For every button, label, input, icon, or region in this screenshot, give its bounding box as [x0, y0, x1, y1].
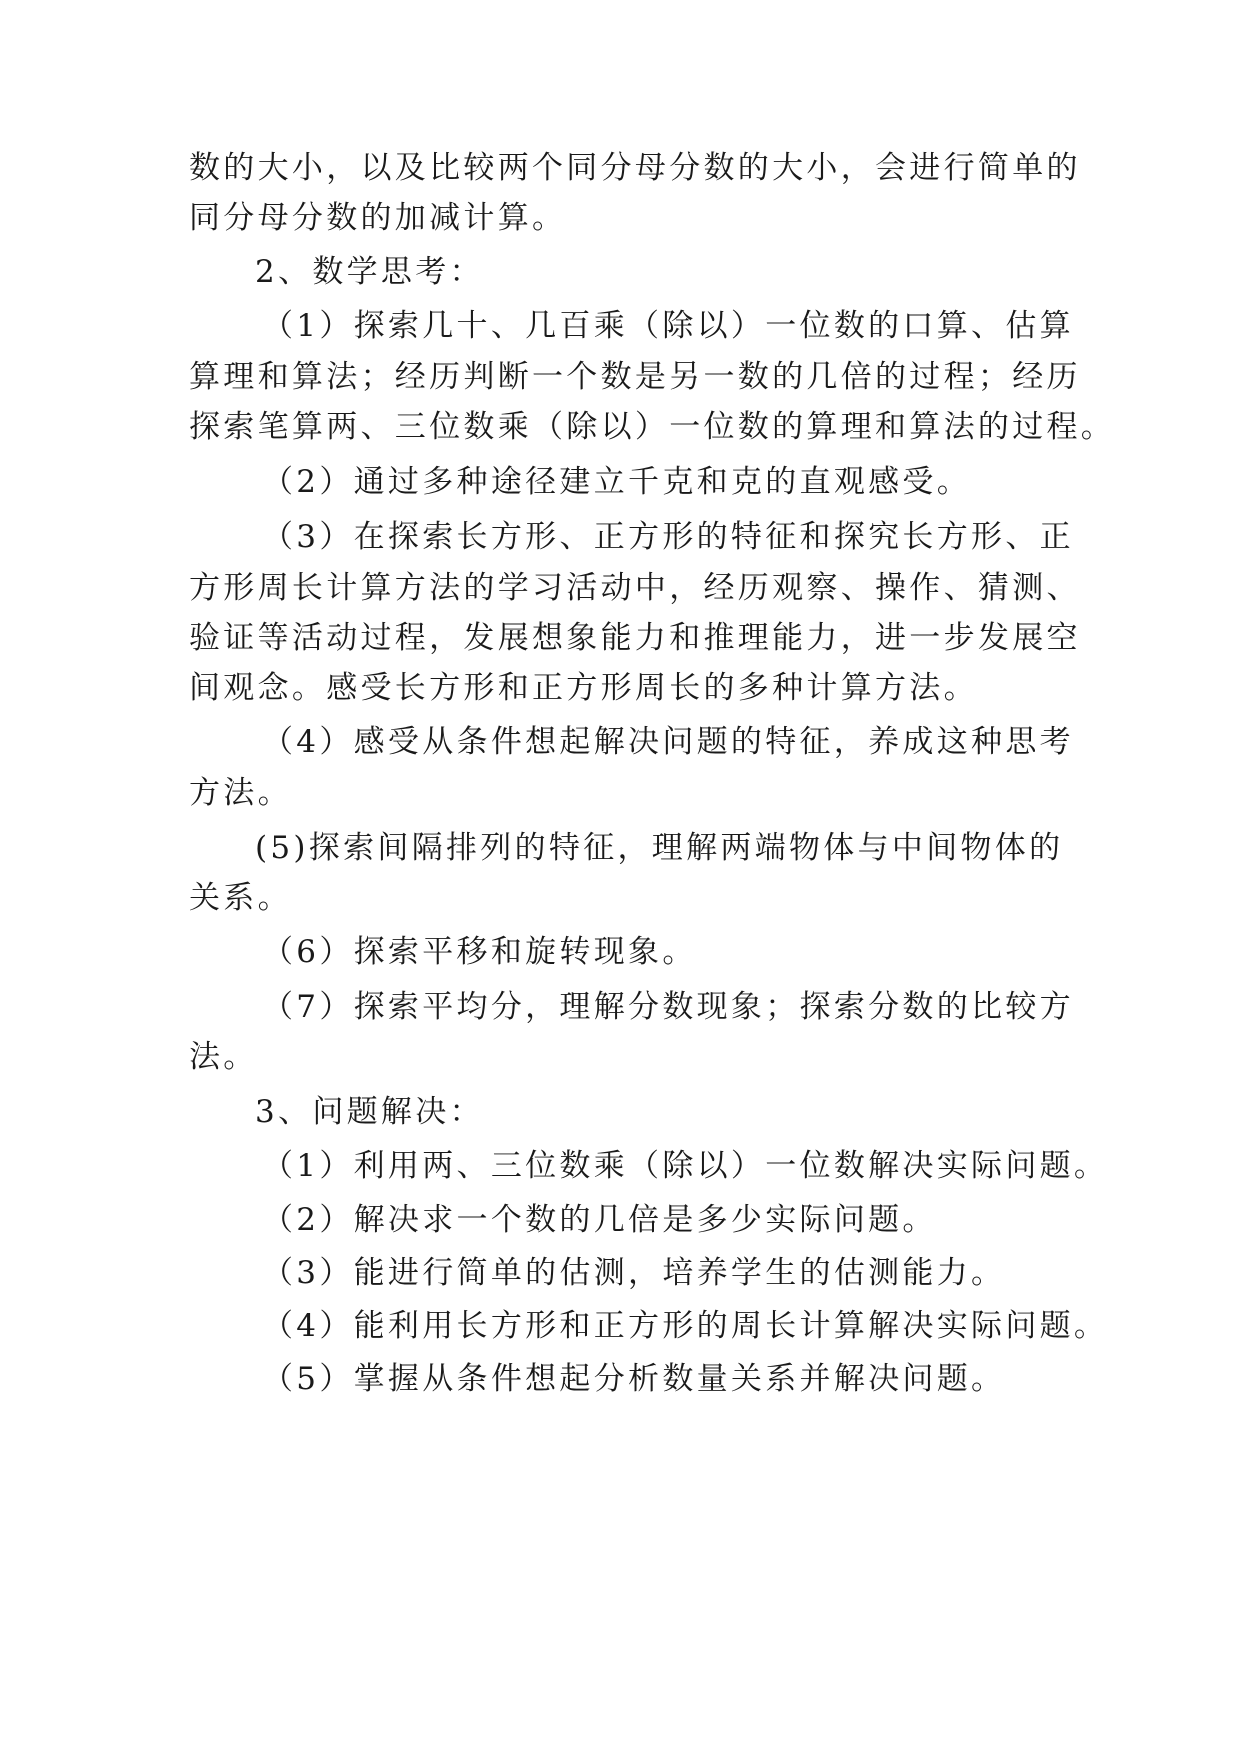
list-item: （3）能进行简单的估测，培养学生的估测能力。: [262, 1255, 1006, 1291]
text-line: 探索笔算两、三位数乘（除以）一位数的算理和算法的过程。: [189, 409, 1116, 445]
list-item: (5)探索间隔排列的特征，理解两端物体与中间物体的: [255, 830, 1064, 866]
list-item: （6）探索平移和旋转现象。: [262, 934, 697, 970]
section-heading: 3、问题解决：: [255, 1094, 484, 1130]
text-line: 算理和算法；经历判断一个数是另一数的几倍的过程；经历: [189, 359, 1081, 395]
list-item: （1）利用两、三位数乘（除以）一位数解决实际问题。: [262, 1148, 1109, 1184]
list-item: （4）能利用长方形和正方形的周长计算解决实际问题。: [262, 1308, 1109, 1344]
text-line: 间观念。感受长方形和正方形周长的多种计算方法。: [189, 670, 978, 706]
list-item: （2）解决求一个数的几倍是多少实际问题。: [262, 1202, 937, 1238]
text-line: 验证等活动过程，发展想象能力和推理能力，进一步发展空: [189, 620, 1081, 656]
list-item: （2）通过多种途径建立千克和克的直观感受。: [262, 464, 972, 500]
text-line: 法。: [189, 1039, 258, 1075]
text-line: 关系。: [189, 880, 292, 916]
text-line: 方形周长计算方法的学习活动中，经历观察、操作、猜测、: [189, 570, 1081, 606]
list-item: （4）感受从条件想起解决问题的特征，养成这种思考: [262, 724, 1074, 760]
text-line: 数的大小，以及比较两个同分母分数的大小，会进行简单的: [189, 150, 1081, 186]
list-item: （7）探索平均分，理解分数现象；探索分数的比较方: [262, 989, 1074, 1025]
list-item: （3）在探索长方形、正方形的特征和探究长方形、正: [262, 519, 1074, 555]
list-item: （5）掌握从条件想起分析数量关系并解决问题。: [262, 1361, 1006, 1397]
text-line: 方法。: [189, 775, 292, 811]
section-heading: 2、数学思考：: [255, 254, 484, 290]
list-item: （1）探索几十、几百乘（除以）一位数的口算、估算: [262, 308, 1074, 344]
text-line: 同分母分数的加减计算。: [189, 200, 567, 236]
